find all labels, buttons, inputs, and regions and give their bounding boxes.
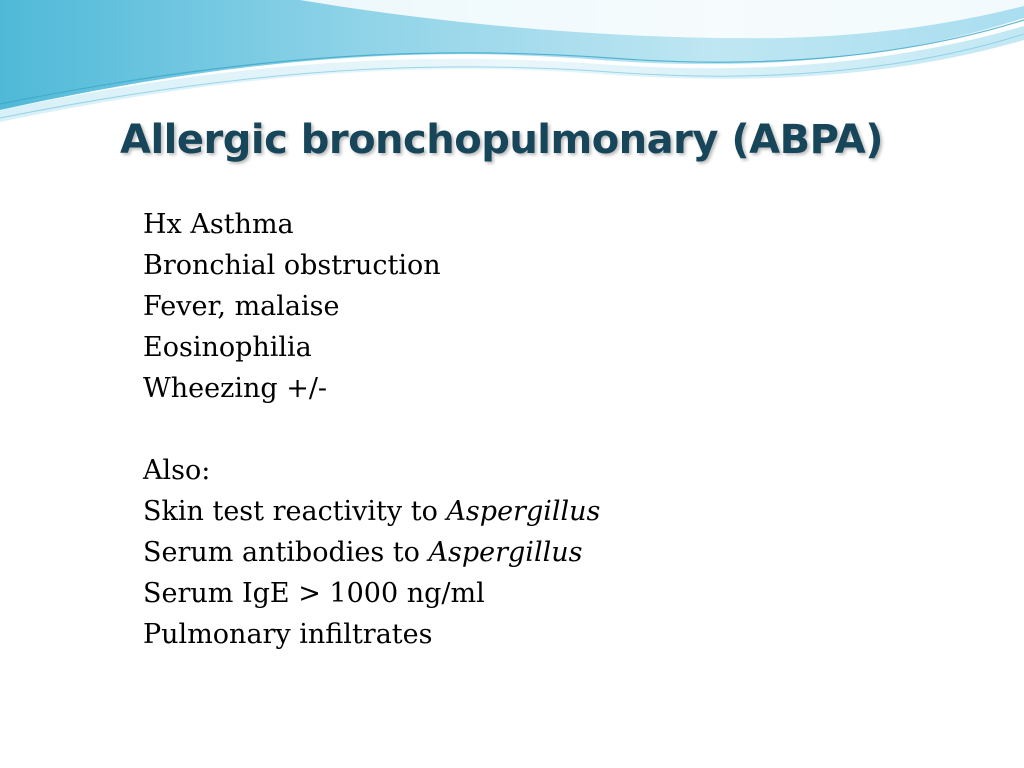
blank-line	[143, 409, 600, 450]
organism-name: Aspergillus	[446, 496, 601, 527]
also-label: Also:	[143, 455, 211, 486]
symptom-item: Bronchial obstruction	[143, 250, 441, 281]
wave-header-decoration	[0, 0, 1024, 130]
organism-name: Aspergillus	[428, 537, 583, 568]
slide-body	[143, 204, 600, 655]
symptom-item: Hx Asthma	[143, 209, 294, 240]
finding-ige: Serum IgE > 1000 ng/ml	[143, 578, 485, 609]
symptom-item: Fever, malaise	[143, 291, 340, 322]
finding-text: Skin test reactivity to	[143, 496, 447, 527]
symptom-item: Eosinophilia	[143, 332, 312, 363]
finding-text: Serum antibodies to	[143, 537, 429, 568]
finding-antibodies	[143, 532, 600, 573]
finding-skin-test	[143, 491, 600, 532]
slide-title: Allergic bronchopulmonary (ABPA)	[120, 117, 883, 163]
finding-infiltrates: Pulmonary infiltrates	[143, 619, 433, 650]
symptom-item: Wheezing +/-	[143, 373, 328, 404]
